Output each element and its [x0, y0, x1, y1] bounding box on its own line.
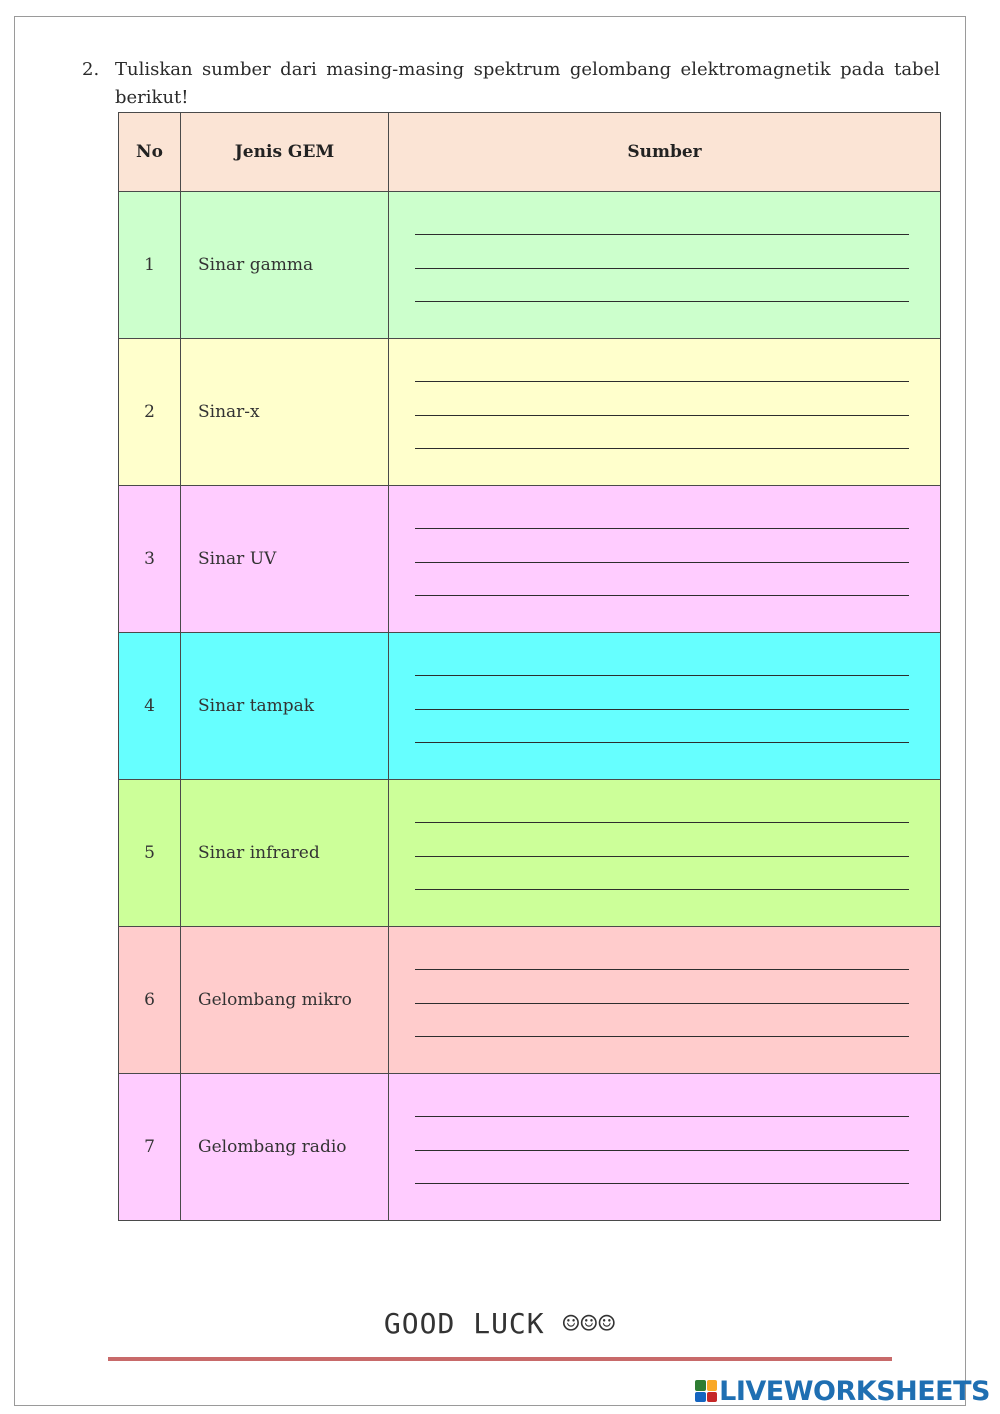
- row-number: 5: [119, 780, 181, 927]
- answer-line[interactable]: [415, 1036, 909, 1037]
- answer-line[interactable]: [415, 889, 909, 890]
- row-sumber-answer-area[interactable]: [389, 192, 941, 339]
- logo-square-1: [695, 1380, 706, 1391]
- liveworksheets-logo-icon: [695, 1380, 717, 1402]
- answer-line[interactable]: [415, 595, 909, 596]
- answer-line[interactable]: [415, 709, 909, 710]
- answer-line[interactable]: [415, 969, 909, 970]
- row-jenis-gem: Sinar gamma: [181, 192, 389, 339]
- answer-line[interactable]: [415, 301, 909, 302]
- question-2: [82, 56, 940, 112]
- header-jenis-gem: Jenis GEM: [181, 113, 389, 192]
- row-jenis-gem: Sinar infrared: [181, 780, 389, 927]
- table-row: [119, 339, 941, 486]
- answer-line[interactable]: [415, 562, 909, 563]
- row-sumber-answer-area[interactable]: [389, 486, 941, 633]
- answer-line[interactable]: [415, 528, 909, 529]
- logo-square-3: [695, 1392, 706, 1403]
- header-sumber: Sumber: [389, 113, 941, 192]
- brand-name: LIVEWORKSHEETS: [719, 1375, 990, 1407]
- table-row: [119, 633, 941, 780]
- table-row: [119, 927, 941, 1074]
- row-jenis-gem: Sinar UV: [181, 486, 389, 633]
- table-row: [119, 1074, 941, 1221]
- answer-line[interactable]: [415, 268, 909, 269]
- header-no: No: [119, 113, 181, 192]
- logo-square-4: [707, 1392, 718, 1403]
- answer-line[interactable]: [415, 1183, 909, 1184]
- liveworksheets-brand: [695, 1376, 990, 1406]
- footer-rule: [108, 1357, 892, 1361]
- row-jenis-gem: Sinar-x: [181, 339, 389, 486]
- row-jenis-gem: Gelombang radio: [181, 1074, 389, 1221]
- answer-line[interactable]: [415, 675, 909, 676]
- row-number: 2: [119, 339, 181, 486]
- row-sumber-answer-area[interactable]: [389, 927, 941, 1074]
- answer-line[interactable]: [415, 1150, 909, 1151]
- answer-line[interactable]: [415, 381, 909, 382]
- answer-line[interactable]: [415, 1116, 909, 1117]
- answer-line[interactable]: [415, 856, 909, 857]
- answer-line[interactable]: [415, 415, 909, 416]
- row-number: 3: [119, 486, 181, 633]
- answer-line[interactable]: [415, 448, 909, 449]
- row-number: 7: [119, 1074, 181, 1221]
- gem-table: [118, 112, 941, 1221]
- row-jenis-gem: Sinar tampak: [181, 633, 389, 780]
- question-text: Tuliskan sumber dari masing-masing spektrum gelombang elektromagnetik pada tabel berikut!: [115, 59, 940, 108]
- row-jenis-gem: Gelombang mikro: [181, 927, 389, 1074]
- row-number: 1: [119, 192, 181, 339]
- good-luck-text: GOOD LUCK ☺☺☺: [383, 1307, 617, 1340]
- table-row: [119, 780, 941, 927]
- row-sumber-answer-area[interactable]: [389, 633, 941, 780]
- answer-line[interactable]: [415, 1003, 909, 1004]
- row-sumber-answer-area[interactable]: [389, 780, 941, 927]
- question-number: 2.: [82, 59, 100, 80]
- answer-line[interactable]: [415, 234, 909, 235]
- answer-line[interactable]: [415, 742, 909, 743]
- row-number: 6: [119, 927, 181, 1074]
- row-sumber-answer-area[interactable]: [389, 1074, 941, 1221]
- row-number: 4: [119, 633, 181, 780]
- answer-line[interactable]: [415, 822, 909, 823]
- logo-square-2: [707, 1380, 718, 1391]
- row-sumber-answer-area[interactable]: [389, 339, 941, 486]
- table-row: [119, 192, 941, 339]
- table-header-row: [119, 113, 941, 192]
- table-row: [119, 486, 941, 633]
